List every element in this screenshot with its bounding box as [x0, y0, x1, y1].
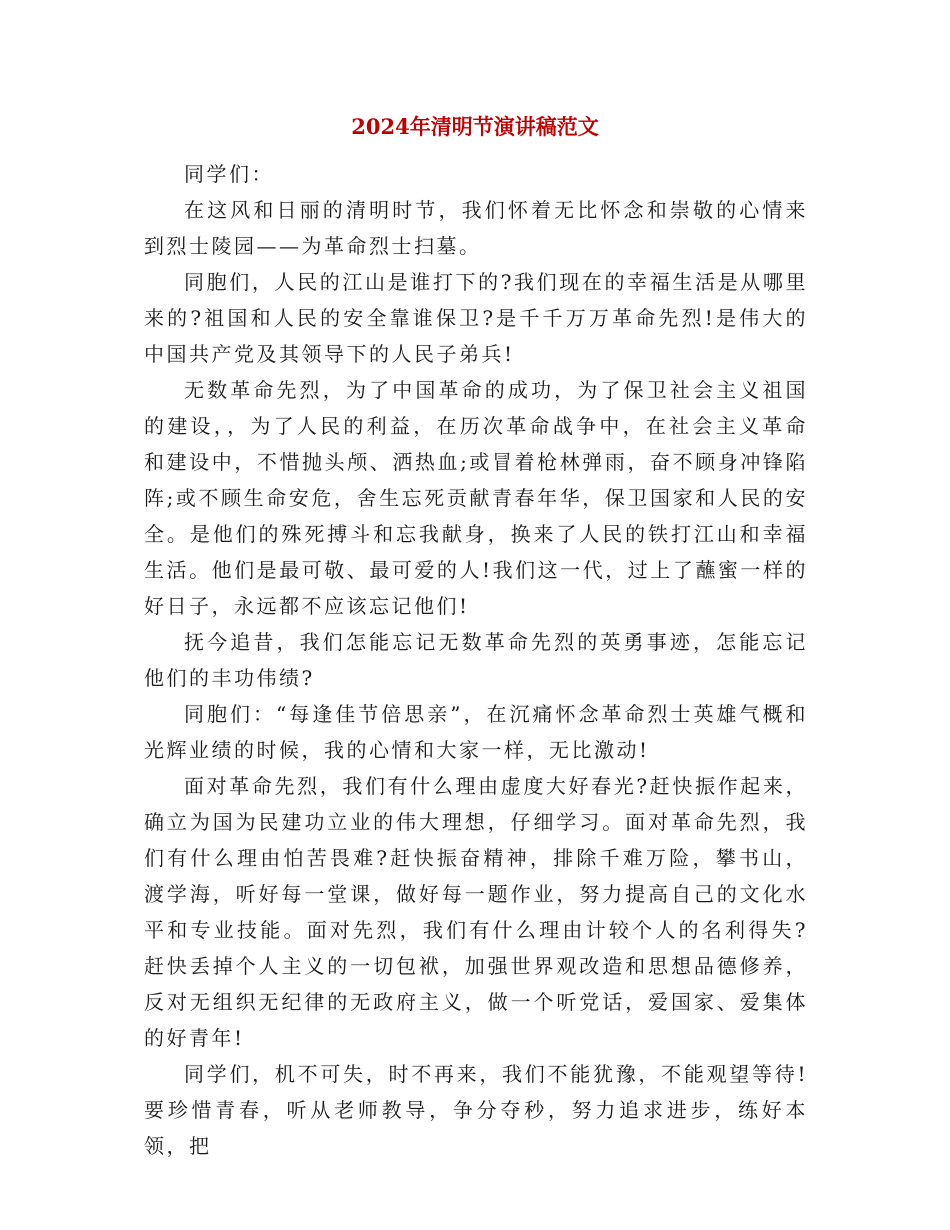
paragraph: 同学们，机不可失，时不再来，我们不能犹豫，不能观望等待!要珍惜青春，听从老师教导，争分夺秒，努力追求进步，练好本领，把 [144, 1062, 808, 1158]
paragraph: 同胞们，人民的江山是谁打下的?我们现在的幸福生活是从哪里来的?祖国和人民的安全靠谁保卫?是千千万万革命先烈!是伟大的中国共产党及其领导下的人民子弟兵! [144, 270, 808, 366]
document-title: 2024年清明节演讲稿范文 [351, 114, 599, 139]
paragraph: 在这风和日丽的清明时节，我们怀着无比怀念和崇敬的心情来到烈士陵园——为革命烈士扫墓。 [144, 198, 808, 258]
paragraph: 抚今追昔，我们怎能忘记无数革命先烈的英勇事迹，怎能忘记他们的丰功伟绩? [144, 630, 808, 690]
paragraph: 同胞们：“每逢佳节倍思亲”，在沉痛怀念革命烈士英雄气概和光辉业绩的时候，我的心情和大家一样，无比激动! [144, 702, 808, 762]
paragraph-salutation: 同学们： [184, 162, 274, 186]
paragraph: 无数革命先烈，为了中国革命的成功，为了保卫社会主义祖国的建设，，为了人民的利益，在历次革命战争中，在社会主义革命和建设中，不惜抛头颅、洒热血;或冒着枪林弹雨，奋不顾身冲锋陷阵;或不顾生命安危，舍生忘死贡献青春年华，保卫国家和人民的安全。是他们的殊死搏斗和忘我献身，换来了人民的铁打江山和幸福生活。他们是最可敬、最可爱的人!我们这一代，过上了蘸蜜一样的好日子，永远都不应该忘记他们! [144, 378, 808, 618]
paragraph: 面对革命先烈，我们有什么理由虚度大好春光?赶快振作起来，确立为国为民建功立业的伟大理想，仔细学习。面对革命先烈，我们有什么理由怕苦畏难?赶快振奋精神，排除千难万险，攀书山，渡学海，听好每一堂课，做好每一题作业，努力提高自己的文化水平和专业技能。面对先烈，我们有什么理由计较个人的名利得失?赶快丢掉个人主义的一切包袱，加强世界观改造和思想品德修养，反对无组织无纪律的无政府主义，做一个听党话，爱国家、爱集体的好青年! [144, 774, 808, 1050]
document-body [144, 156, 808, 1164]
